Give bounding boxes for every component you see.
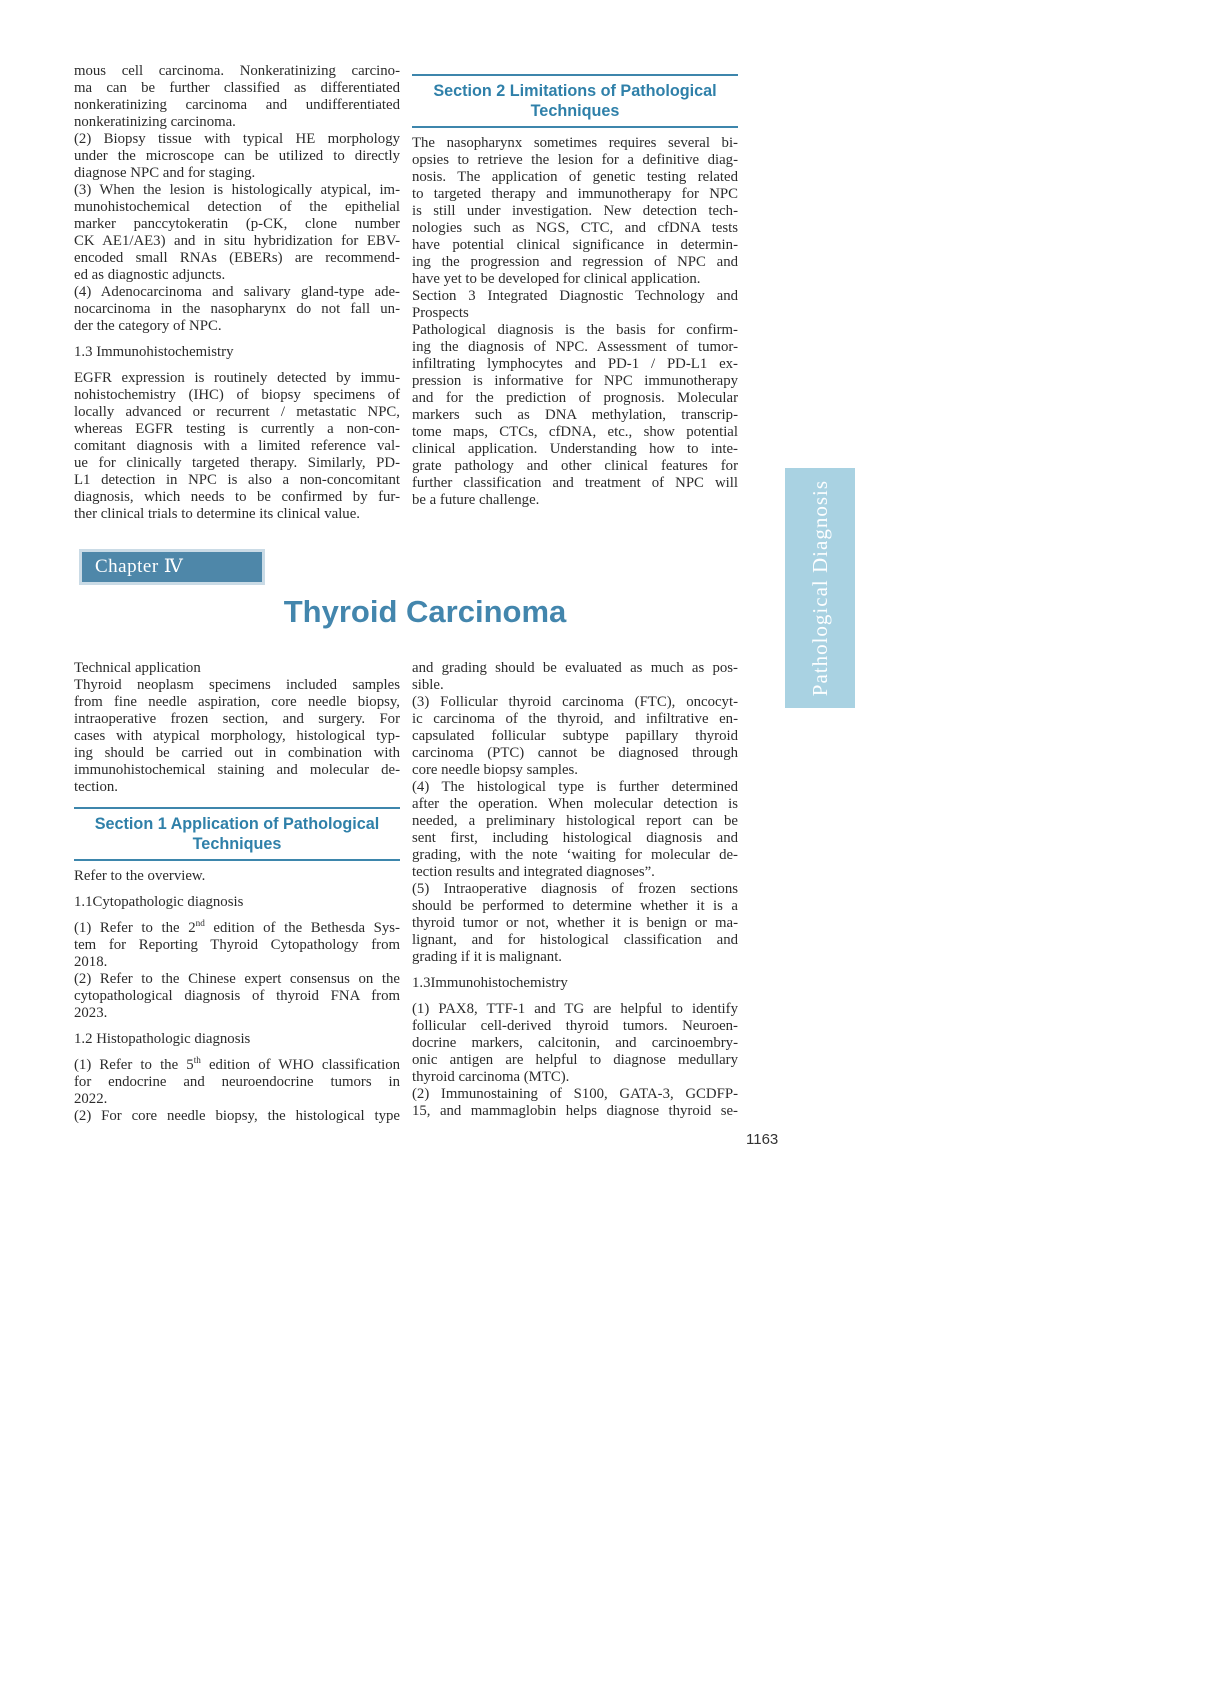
paragraph (412, 881, 738, 966)
text-line: ic carcinoma of the thyroid, and infiltrative en- (412, 711, 738, 727)
text-line: grate pathology and other clinical features for (412, 458, 738, 474)
text-line: Thyroid neoplasm specimens included samples (74, 677, 400, 693)
text-line: comitant diagnosis with a limited reference val- (74, 438, 400, 454)
text-line: and for the prediction of prognosis. Molecular (412, 390, 738, 406)
text-line: nosis. The application of genetic testing related (412, 169, 738, 185)
text-line: Pathological diagnosis is the basis for confirm- (412, 322, 738, 338)
text-line: 2023. (74, 1005, 108, 1021)
text-line: (4) The histological type is further determined (412, 779, 738, 795)
text-line: marker panccytokeratin (p-CK, clone number (74, 216, 400, 232)
text-line: ing the progression and regression of NPC and (412, 254, 738, 270)
page-number: 1163 (746, 1131, 779, 1148)
text-line: lignant, and for histological classification and (412, 932, 738, 948)
paragraph (74, 63, 400, 131)
text-line: Refer to the overview. (74, 868, 206, 884)
text-line: (5) Intraoperative diagnosis of frozen sections (412, 881, 738, 897)
text-line: and grading should be evaluated as much as pos- (412, 660, 738, 676)
text-line: from fine needle aspiration, core needle biopsy, (74, 694, 400, 710)
text-line: core needle biopsy samples. (412, 762, 579, 778)
text-line: cases with atypical morphology, histological typ- (74, 728, 400, 744)
paragraph (412, 694, 738, 779)
text-line: ma can be further classified as differentiated (74, 80, 400, 96)
text-line: immunohistochemical staining and molecular de- (74, 762, 400, 778)
column-top-left (74, 63, 400, 523)
section-heading-line: Techniques (192, 835, 282, 853)
text-line: opsies to retrieve the lesion for a definitive diag- (412, 152, 738, 168)
text-line: tection results and integrated diagnoses”. (412, 864, 655, 880)
text-line: ing the diagnosis of NPC. Assessment of tumor- (412, 339, 738, 355)
text-line: carcinoma (PTC) cannot be diagnosed through (412, 745, 738, 761)
section-heading-line: Section 2 Limitations of Pathological (433, 82, 717, 100)
section-heading-line: Section 1 Application of Pathological (94, 815, 380, 833)
paragraph (74, 868, 400, 885)
text-line: The nasopharynx sometimes requires several bi- (412, 135, 738, 151)
text-line: (1) Refer to the 2nd edition of the Bethesda Sys- (74, 918, 400, 936)
paragraph (74, 131, 400, 182)
section-heading (412, 74, 738, 128)
text-line: nologies such as NGS, CTC, and cfDNA tests (412, 220, 738, 236)
text-line: ue for clinically targeted therapy. Similarly, PD- (74, 455, 400, 471)
text-line: needed, a preliminary histological report can be (412, 813, 738, 829)
text-line: thyroid tumor or not, whether it is benign or ma- (412, 915, 738, 931)
text-line: Technical application (74, 660, 201, 676)
text-line: (2) Refer to the Chinese expert consensus on the (74, 971, 400, 987)
paragraph (412, 1001, 738, 1086)
page-title: Thyroid Carcinoma (283, 594, 567, 629)
paragraph (74, 284, 400, 335)
text-line: for endocrine and neuroendocrine tumors in (74, 1074, 400, 1090)
text-line: nocarcinoma in the nasopharynx do not fall un- (74, 301, 400, 317)
text-line: clinical application. Understanding how to inte- (412, 441, 738, 457)
paragraph (412, 288, 738, 322)
chapter-banner (79, 549, 265, 585)
paragraph (74, 182, 400, 284)
text-line: (1) PAX8, TTF-1 and TG are helpful to identify (412, 1001, 738, 1017)
text-line: mous cell carcinoma. Nonkeratinizing carcino- (74, 63, 400, 79)
text-line: (3) When the lesion is histologically atypical, im- (74, 182, 400, 198)
text-line: tem for Reporting Thyroid Cytopathology from (74, 937, 400, 953)
text-line: L1 detection in NPC is also a non-concomitant (74, 472, 400, 488)
text-line: is still under investigation. New detection tech- (412, 203, 738, 219)
text-line: ther clinical trials to determine its clinical value. (74, 506, 360, 522)
text-line: grading if it is malignant. (412, 949, 562, 965)
paragraph (74, 920, 400, 971)
paragraph (74, 660, 400, 677)
thumb-index-tab (785, 468, 855, 708)
column-top-right (412, 63, 738, 509)
text-line: diagnose NPC and for staging. (74, 165, 256, 181)
text-line: (1) Refer to the 5th edition of WHO classification (74, 1055, 400, 1073)
text-line: (4) Adenocarcinoma and salivary gland-type ade- (74, 284, 400, 300)
column-bottom-left (74, 660, 400, 1125)
text-line: Section 3 Integrated Diagnostic Technology and (412, 288, 738, 304)
text-line: Prospects (412, 305, 469, 321)
text-line: follicular cell-derived thyroid tumors. Neuroen- (412, 1018, 738, 1034)
text-line: 15, and mammaglobin helps diagnose thyroid se- (412, 1103, 738, 1119)
text-line: der the category of NPC. (74, 318, 222, 334)
paragraph (412, 1086, 738, 1120)
paragraph (74, 1057, 400, 1108)
text-line: be a future challenge. (412, 492, 540, 508)
text-line: have yet to be developed for clinical application. (412, 271, 701, 287)
thumb-index-tab-label: Pathological Diagnosis (807, 479, 832, 697)
column-bottom-right (412, 660, 738, 1120)
section-heading (74, 807, 400, 861)
text-line: nonkeratinizing carcinoma. (74, 114, 236, 130)
text-line: markers such as DNA methylation, transcrip- (412, 407, 738, 423)
paragraph (412, 660, 738, 694)
text-line: capsulated follicular subtype papillary thyroid (412, 728, 738, 744)
text-line: (3) Follicular thyroid carcinoma (FTC), oncocyt- (412, 694, 738, 710)
text-line: under the microscope can be utilized to directly (74, 148, 400, 164)
text-line: thyroid carcinoma (MTC). (412, 1069, 570, 1085)
text-line: to targeted therapy and immunotherapy for NPC (412, 186, 738, 202)
text-line: encoded small RNAs (EBERs) are recommend- (74, 250, 400, 266)
subsection-heading: 1.3Immunohistochemistry (412, 975, 568, 991)
paragraph (412, 322, 738, 509)
chapter-label: Chapter Ⅳ (95, 556, 184, 577)
text-line: ed as diagnostic adjuncts. (74, 267, 226, 283)
text-line: 2018. (74, 954, 108, 970)
text-line: ing should be carried out in combination with (74, 745, 400, 761)
text-line: onic antigen are helpful to diagnose medullary (412, 1052, 738, 1068)
text-line: pression is informative for NPC immunotherapy (412, 373, 738, 389)
text-line: diagnosis, which needs to be confirmed by fur- (74, 489, 400, 505)
text-line: after the operation. When molecular detection is (412, 796, 738, 812)
subsection-heading: 1.2 Histopathologic diagnosis (74, 1031, 251, 1047)
text-line: whereas EGFR testing is currently a non-con- (74, 421, 400, 437)
paragraph (74, 1108, 400, 1125)
text-line: sible. (412, 677, 444, 693)
text-line: sent first, including histological diagnosis and (412, 830, 738, 846)
paragraph (74, 370, 400, 523)
text-line: grading, with the note ‘waiting for molecular de- (412, 847, 738, 863)
text-line: locally advanced or recurrent / metastatic NPC, (74, 404, 400, 420)
text-line: docrine markers, calcitonin, and carcinoembry- (412, 1035, 738, 1051)
text-line: should be performed to determine whether it is a (412, 898, 738, 914)
text-line: nonkeratinizing carcinoma and undifferentiated (74, 97, 400, 113)
text-line: munohistochemical detection of the epithelial (74, 199, 400, 215)
text-line: (2) Immunostaining of S100, GATA-3, GCDFP- (412, 1086, 738, 1102)
paragraph (412, 135, 738, 288)
text-line: cytopathological diagnosis of thyroid FNA from (74, 988, 400, 1004)
text-line: (2) For core needle biopsy, the histological type (74, 1108, 400, 1124)
text-line: nohistochemistry (IHC) of biopsy specimens of (74, 387, 400, 403)
text-line: infiltrating lymphocytes and PD-1 / PD-L1 ex- (412, 356, 738, 372)
text-line: 2022. (74, 1091, 108, 1107)
section-heading-line: Techniques (530, 102, 620, 120)
paragraph (412, 779, 738, 881)
paragraph (74, 971, 400, 1022)
subsection-heading: 1.3 Immunohistochemistry (74, 344, 234, 360)
text-line: CK AE1/AE3) and in situ hybridization for EBV- (74, 233, 400, 249)
text-line: (2) Biopsy tissue with typical HE morphology (74, 131, 400, 147)
text-line: further classification and treatment of NPC will (412, 475, 738, 491)
paragraph (74, 677, 400, 796)
text-line: have potential clinical significance in determin- (412, 237, 738, 253)
text-line: tection. (74, 779, 118, 795)
subsection-heading: 1.1Cytopathologic diagnosis (74, 894, 244, 910)
text-line: intraoperative frozen section, and surgery. For (74, 711, 400, 727)
text-line: tome maps, CTCs, cfDNA, etc., show potential (412, 424, 738, 440)
text-line: EGFR expression is routinely detected by immu- (74, 370, 400, 386)
